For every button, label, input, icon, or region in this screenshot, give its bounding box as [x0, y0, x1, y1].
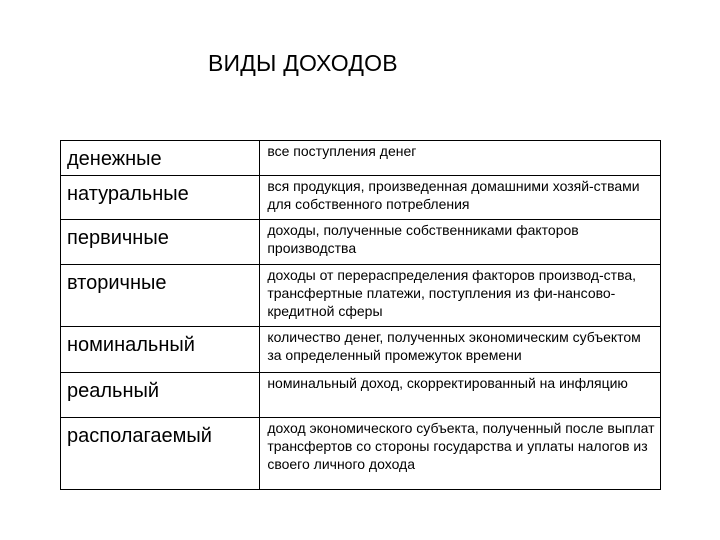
income-type-cell: реальный [61, 373, 260, 418]
income-type-cell: располагаемый [61, 418, 260, 490]
income-type-cell: первичные [61, 220, 260, 265]
income-description-cell: вся продукция, произведенная домашними хозяй-ствами для собственного потребления [260, 176, 661, 220]
income-description-cell: номинальный доход, скорректированный на инфляцию [260, 373, 661, 418]
income-description-cell: доход экономического субъекта, полученный после выплат трансфертов со стороны государства и уплаты налогов из своего личного дохода [260, 418, 661, 490]
table-row [61, 176, 661, 220]
income-description-cell: количество денег, полученных экономическим субъектом за определенный промежуток времени [260, 327, 661, 373]
income-type-cell: номинальный [61, 327, 260, 373]
table-row [61, 265, 661, 327]
income-description-cell: доходы от перераспределения факторов производ-ства, трансфертные платежи, поступления из фи-нансово-кредитной сферы [260, 265, 661, 327]
table-row [61, 141, 661, 176]
table-row [61, 220, 661, 265]
income-description-cell: доходы, полученные собственниками факторов производства [260, 220, 661, 265]
income-type-cell: вторичные [61, 265, 260, 327]
income-type-cell: натуральные [61, 176, 260, 220]
table-row [61, 418, 661, 490]
table-row [61, 373, 661, 418]
income-type-cell: денежные [61, 141, 260, 176]
income-description-cell: все поступления денег [260, 141, 661, 176]
table-row [61, 327, 661, 373]
page-title: ВИДЫ ДОХОДОВ [208, 50, 398, 76]
income-types-table [60, 140, 661, 490]
